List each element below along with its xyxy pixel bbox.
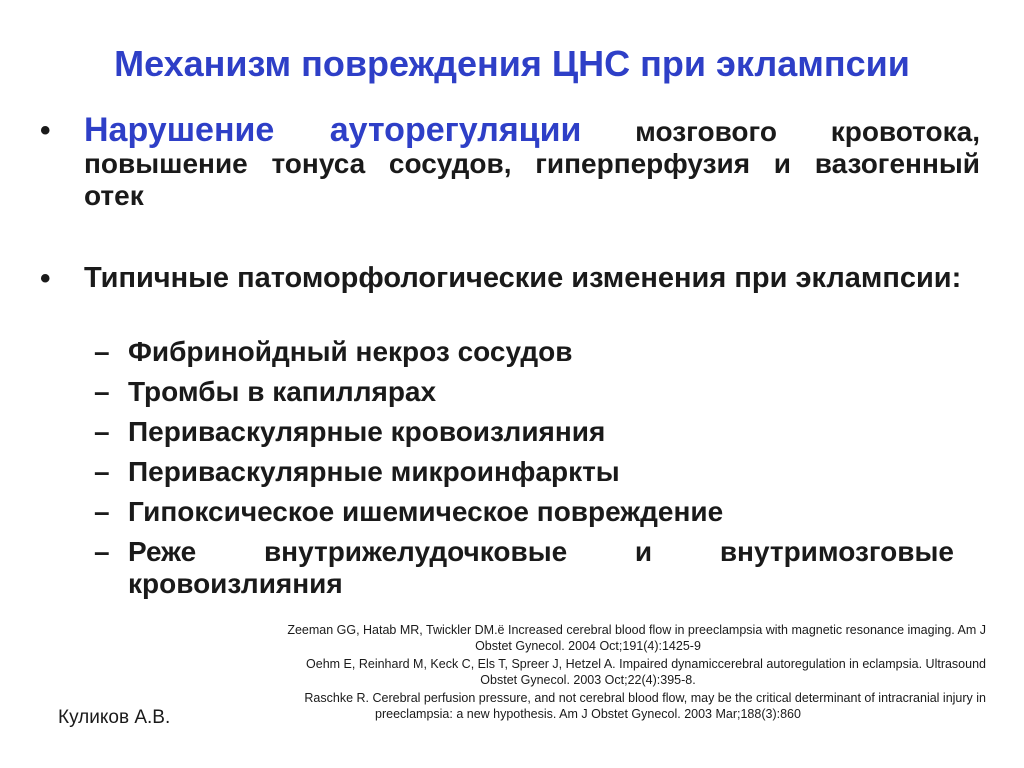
dash-marker: – [94,416,110,447]
bullet-marker: • [40,114,51,147]
list-item [94,416,954,448]
author-name: Куликов А.В. [58,707,171,728]
dash-marker: – [94,336,110,367]
list-item [94,376,954,408]
list-item-text: Тромбы в капиллярах [128,376,437,407]
dash-marker: – [94,456,110,487]
references [190,622,986,724]
list-item-word: Реже [128,536,197,567]
list-item [94,496,954,528]
list-item [94,536,954,600]
dash-marker: – [94,496,110,527]
reference-line: Raschke R. Cerebral perfusion pressure, and not cerebral blood flow, may be the critical determinant of intracranial injury in [304,691,986,705]
list-item-word: внутримозговые [719,536,954,567]
dash-marker: – [94,536,110,567]
reference-line: Zeeman GG, Hatab MR, Twickler DM.ё Increased cerebral blood flow in preeclampsia with magnetic resonance imaging. Am J [287,623,986,637]
bullet-autoregulation-text [84,111,980,212]
reference-line: Obstet Gynecol. 2004 Oct;191(4):1425-9 [475,639,701,653]
dash-marker: – [94,376,110,407]
list-item [94,456,954,488]
reference-item [190,622,986,654]
bullet-rest-phrase: мозгового кровотока, повышение тонуса сосудов, гиперперфузия и вазогенный отек [84,116,980,211]
pathomorphology-sublist [94,336,954,608]
list-item-word: внутрижелудочковые [263,536,568,567]
list-item-word: и [634,536,653,567]
bullet-pathomorphology [40,262,980,294]
list-item-second-line: кровоизлияния [128,568,343,599]
slide-title: Механизм повреждения ЦНС при эклампсии [114,43,910,84]
bullet-marker: • [40,262,51,295]
reference-line: Obstet Gynecol. 2003 Oct;22(4):395-8. [480,673,696,687]
bullet-pathomorphology-text: Типичные патоморфологические изменения при эклампсии: [84,262,962,294]
reference-line: preeclampsia: a new hypothesis. Am J Obstet Gynecol. 2003 Mar;188(3):860 [375,707,801,721]
list-item-first-line [128,536,954,568]
bullet-autoregulation [40,111,980,212]
bullet-lead-phrase: Нарушение ауторегуляции [84,111,582,149]
reference-line: Oehm E, Reinhard M, Keck C, Els T, Spreer J, Hetzel A. Impaired dynamiccerebral autoregulation in eclampsia. Ultrasound [306,657,986,671]
list-item [94,336,954,368]
list-item-text: Гипоксическое ишемическое повреждение [128,496,724,527]
reference-item [190,656,986,688]
list-item-text: Периваскулярные кровоизлияния [128,416,606,447]
list-item-text: Фибринойдный некроз сосудов [128,336,573,367]
list-item-text [128,536,954,600]
list-item-text: Периваскулярные микроинфаркты [128,456,620,487]
reference-item [190,690,986,722]
